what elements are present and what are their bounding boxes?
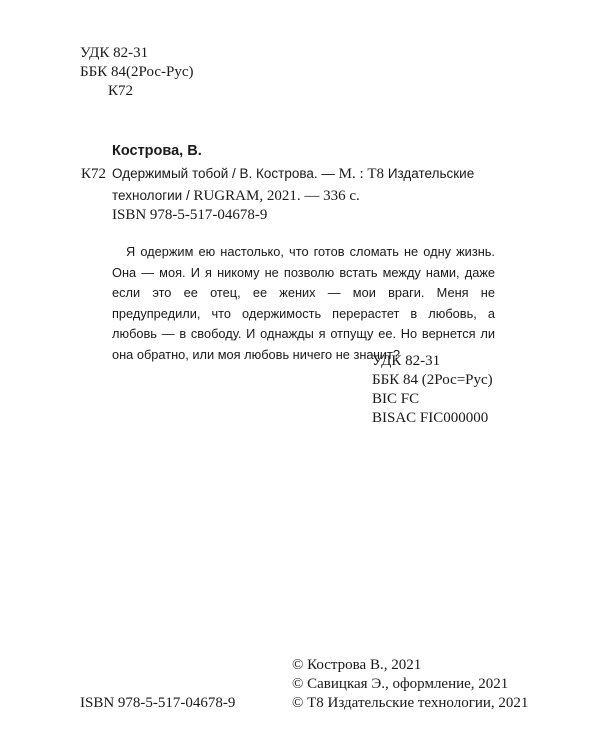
author-name: Кострова, В. xyxy=(112,143,202,159)
classification-bisac: BISAC FIC000000 xyxy=(372,410,489,426)
description-publisher-part: Издательские xyxy=(387,166,475,181)
description-imprint-part: RUGRAM, 2021. — 336 с. xyxy=(193,188,360,204)
copyright-publisher: © Т8 Издательские технологии, 2021 xyxy=(292,695,529,711)
classification-codes xyxy=(372,352,493,428)
copyright-author: © Кострова В., 2021 xyxy=(292,657,422,673)
copyright-notices xyxy=(292,656,528,713)
author-mark-code: К72 xyxy=(108,83,134,99)
description-publisher-continued: технологии / xyxy=(112,188,194,203)
udk-code: УДК 82-31 xyxy=(80,45,149,61)
description-title-part: Одержимый тобой / В. Кострова. — xyxy=(112,166,339,181)
description-line-1 xyxy=(112,163,474,185)
bibliographic-description-row xyxy=(81,163,474,207)
author-mark: К72 xyxy=(81,166,107,182)
bbk-code: ББК 84(2Рос-Рус) xyxy=(80,64,194,80)
classification-bbk: ББК 84 (2Рос=Рус) xyxy=(372,372,493,388)
top-classification-codes xyxy=(80,44,193,101)
bibliographic-record xyxy=(81,142,474,207)
description-line-2 xyxy=(112,185,474,207)
copyright-design: © Савицкая Э., оформление, 2021 xyxy=(292,676,509,692)
classification-udk: УДК 82-31 xyxy=(372,353,441,369)
description-city-part: М. : Т8 xyxy=(338,166,388,182)
classification-bic: BIC FC xyxy=(372,391,420,407)
bibliographic-description xyxy=(112,163,474,207)
isbn-main: ISBN 978-5-517-04678-9 xyxy=(112,207,268,223)
isbn-bottom: ISBN 978-5-517-04678-9 xyxy=(80,695,236,711)
book-annotation: Я одержим ею настолько, что готов сломать не одну жизнь. Она — моя. И я никому не позволю встать между нами, даже если это ее отец, ее жених — мои враги. Меня не предупредили, что одержимость перерастет в любовь, а любовь — в свободу. И однажды я отпущу ее. Но вернется ли она обратно, или моя любовь ничего не значит? xyxy=(112,244,495,362)
